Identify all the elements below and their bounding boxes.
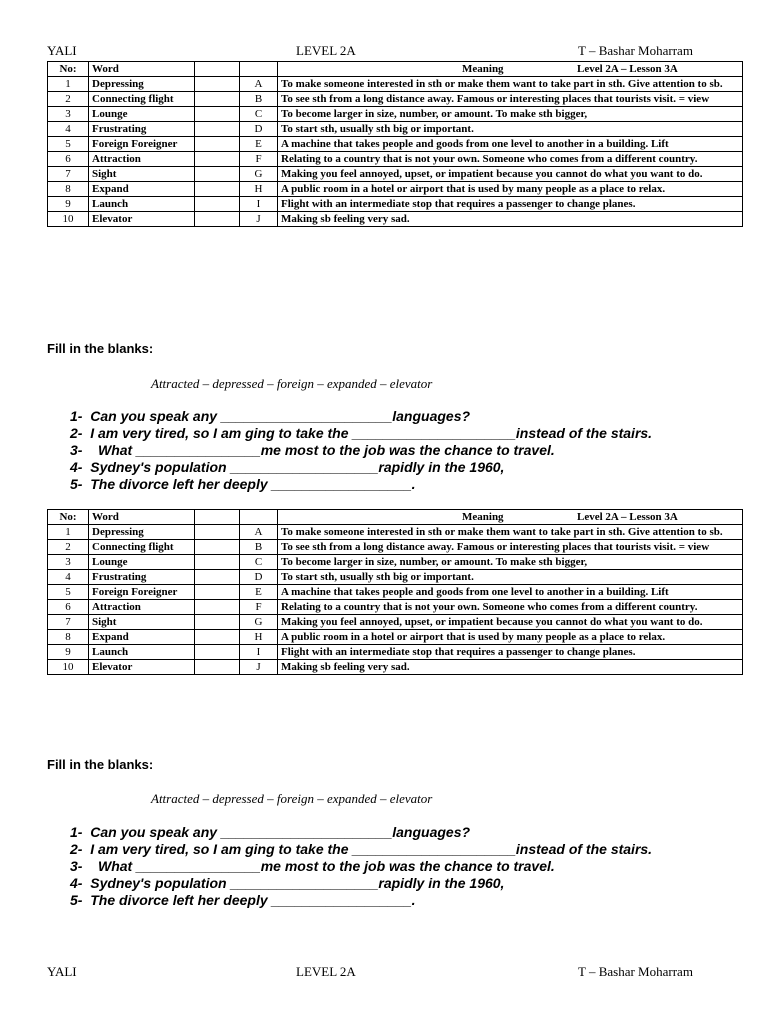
table-row — [48, 182, 743, 197]
row-meaning: Making sb feeling very sad. — [278, 212, 743, 227]
question-item: 1- Can you speak any ______________________languages? — [70, 408, 471, 424]
row-number: 9 — [48, 197, 89, 212]
row-number: 3 — [48, 107, 89, 122]
table-header-row — [48, 510, 743, 525]
footer-teacher: T – Bashar Moharram — [578, 964, 693, 979]
row-number: 10 — [48, 212, 89, 227]
row-letter: H — [240, 630, 278, 645]
row-number: 7 — [48, 615, 89, 630]
row-word: Expand — [89, 630, 195, 645]
meaning-label: Meaning — [462, 63, 504, 75]
page-header — [47, 43, 717, 59]
header-school: YALI — [47, 43, 77, 58]
row-letter: D — [240, 570, 278, 585]
row-letter: C — [240, 555, 278, 570]
fill-blanks-title: Fill in the blanks: — [47, 341, 154, 356]
answer-blank — [195, 212, 240, 227]
answer-blank — [195, 525, 240, 540]
answer-blank — [195, 600, 240, 615]
header-teacher: T – Bashar Moharram — [578, 43, 693, 58]
row-number: 5 — [48, 137, 89, 152]
row-number: 7 — [48, 167, 89, 182]
lesson-label: Level 2A – Lesson 3A — [577, 511, 678, 523]
answer-blank — [195, 570, 240, 585]
row-number: 4 — [48, 570, 89, 585]
column-header-no: No: — [48, 510, 89, 525]
answer-blank — [195, 92, 240, 107]
column-header-meaning — [278, 510, 743, 525]
row-word: Connecting flight — [89, 92, 195, 107]
row-meaning: Relating to a country that is not your own. Someone who comes from a different country. — [278, 152, 743, 167]
row-letter: F — [240, 152, 278, 167]
column-header-letter — [240, 62, 278, 77]
row-number: 3 — [48, 555, 89, 570]
row-number: 6 — [48, 600, 89, 615]
row-meaning: A machine that takes people and goods from one level to another in a building. Lift — [278, 137, 743, 152]
row-letter: D — [240, 122, 278, 137]
table-row — [48, 92, 743, 107]
row-word: Attraction — [89, 152, 195, 167]
row-meaning: To see sth from a long distance away. Famous or interesting places that tourists visit. = view — [278, 92, 743, 107]
row-letter: B — [240, 540, 278, 555]
table-row — [48, 212, 743, 227]
row-word: Foreign Foreigner — [89, 137, 195, 152]
row-letter: G — [240, 167, 278, 182]
column-header-word: Word — [89, 510, 195, 525]
answer-blank — [195, 660, 240, 675]
lesson-label: Level 2A – Lesson 3A — [577, 63, 678, 75]
row-letter: H — [240, 182, 278, 197]
answer-blank — [195, 137, 240, 152]
answer-blank — [195, 167, 240, 182]
question-item: 2- I am very tired, so I am ging to take the _____________________instead of the stairs. — [70, 841, 653, 857]
row-meaning: A machine that takes people and goods from one level to another in a building. Lift — [278, 585, 743, 600]
vocabulary-table-body — [48, 510, 743, 675]
row-word: Sight — [89, 167, 195, 182]
row-meaning: A public room in a hotel or airport that is used by many people as a place to relax. — [278, 182, 743, 197]
meaning-label: Meaning — [462, 511, 504, 523]
table-row — [48, 152, 743, 167]
answer-blank — [195, 645, 240, 660]
row-number: 2 — [48, 92, 89, 107]
row-meaning: To start sth, usually sth big or important. — [278, 122, 743, 137]
row-meaning: Making sb feeling very sad. — [278, 660, 743, 675]
row-word: Foreign Foreigner — [89, 585, 195, 600]
row-letter: I — [240, 197, 278, 212]
answer-blank — [195, 77, 240, 92]
row-word: Sight — [89, 615, 195, 630]
row-word: Launch — [89, 197, 195, 212]
question-item: 3- What ________________me most to the job was the chance to travel. — [70, 858, 555, 874]
table-row — [48, 107, 743, 122]
answer-blank — [195, 182, 240, 197]
table-row — [48, 630, 743, 645]
answer-blank — [195, 555, 240, 570]
row-word: Lounge — [89, 555, 195, 570]
answer-blank — [195, 615, 240, 630]
answer-blank — [195, 540, 240, 555]
answer-blank — [195, 197, 240, 212]
row-letter: C — [240, 107, 278, 122]
row-word: Attraction — [89, 600, 195, 615]
table-row — [48, 77, 743, 92]
row-letter: E — [240, 585, 278, 600]
row-meaning: Making you feel annoyed, upset, or impatient because you cannot do what you want to do. — [278, 615, 743, 630]
row-meaning: To become larger in size, number, or amount. To make sth bigger, — [278, 555, 743, 570]
row-word: Lounge — [89, 107, 195, 122]
question-item: 1- Can you speak any ______________________languages? — [70, 824, 471, 840]
row-meaning: Flight with an intermediate stop that requires a passenger to change planes. — [278, 197, 743, 212]
answer-blank — [195, 152, 240, 167]
row-letter: J — [240, 212, 278, 227]
vocabulary-table — [47, 509, 743, 675]
table-row — [48, 122, 743, 137]
table-row — [48, 167, 743, 182]
row-number: 5 — [48, 585, 89, 600]
header-level: LEVEL 2A — [296, 43, 356, 58]
question-item: 2- I am very tired, so I am ging to take the _____________________instead of the stairs. — [70, 425, 653, 441]
vocabulary-table-body — [48, 62, 743, 227]
row-word: Frustrating — [89, 122, 195, 137]
row-letter: E — [240, 137, 278, 152]
table-row — [48, 585, 743, 600]
footer-level: LEVEL 2A — [296, 964, 356, 979]
row-word: Elevator — [89, 660, 195, 675]
table-row — [48, 615, 743, 630]
question-item: 5- The divorce left her deeply __________________. — [70, 892, 416, 908]
table-row — [48, 570, 743, 585]
row-meaning: To start sth, usually sth big or important. — [278, 570, 743, 585]
row-number: 4 — [48, 122, 89, 137]
row-meaning: To make someone interested in sth or make them want to take part in sth. Give attention to sb. — [278, 525, 743, 540]
column-header-meaning — [278, 62, 743, 77]
question-item: 4- Sydney's population ___________________rapidly in the 1960, — [70, 459, 505, 475]
row-number: 1 — [48, 77, 89, 92]
question-list — [70, 408, 652, 493]
table-row — [48, 197, 743, 212]
row-word: Depressing — [89, 77, 195, 92]
answer-blank — [195, 107, 240, 122]
row-number: 1 — [48, 525, 89, 540]
table-row — [48, 525, 743, 540]
question-item: 4- Sydney's population ___________________rapidly in the 1960, — [70, 875, 505, 891]
table-row — [48, 660, 743, 675]
row-meaning: To see sth from a long distance away. Famous or interesting places that tourists visit. = view — [278, 540, 743, 555]
row-word: Expand — [89, 182, 195, 197]
question-item: 3- What ________________me most to the job was the chance to travel. — [70, 442, 555, 458]
row-letter: A — [240, 525, 278, 540]
word-bank: Attracted – depressed – foreign – expanded – elevator — [151, 376, 433, 391]
row-meaning: A public room in a hotel or airport that is used by many people as a place to relax. — [278, 630, 743, 645]
row-word: Depressing — [89, 525, 195, 540]
answer-blank — [195, 630, 240, 645]
row-letter: F — [240, 600, 278, 615]
row-letter: J — [240, 660, 278, 675]
row-number: 2 — [48, 540, 89, 555]
row-number: 10 — [48, 660, 89, 675]
vocabulary-table — [47, 61, 743, 227]
row-meaning: Relating to a country that is not your own. Someone who comes from a different country. — [278, 600, 743, 615]
row-letter: G — [240, 615, 278, 630]
question-item: 5- The divorce left her deeply __________________. — [70, 476, 416, 492]
fill-blanks-title: Fill in the blanks: — [47, 757, 154, 772]
row-meaning: Flight with an intermediate stop that requires a passenger to change planes. — [278, 645, 743, 660]
row-number: 9 — [48, 645, 89, 660]
question-list — [70, 824, 652, 909]
row-word: Connecting flight — [89, 540, 195, 555]
row-letter: A — [240, 77, 278, 92]
answer-blank — [195, 585, 240, 600]
table-row — [48, 555, 743, 570]
row-word: Frustrating — [89, 570, 195, 585]
row-number: 8 — [48, 182, 89, 197]
table-row — [48, 645, 743, 660]
table-row — [48, 540, 743, 555]
page-footer — [47, 964, 717, 980]
footer-school: YALI — [47, 964, 77, 979]
row-number: 6 — [48, 152, 89, 167]
table-row — [48, 600, 743, 615]
row-meaning: Making you feel annoyed, upset, or impatient because you cannot do what you want to do. — [278, 167, 743, 182]
row-number: 8 — [48, 630, 89, 645]
row-meaning: To make someone interested in sth or make them want to take part in sth. Give attention to sb. — [278, 77, 743, 92]
column-header-blank — [195, 62, 240, 77]
word-bank: Attracted – depressed – foreign – expanded – elevator — [151, 791, 433, 806]
row-word: Elevator — [89, 212, 195, 227]
answer-blank — [195, 122, 240, 137]
column-header-no: No: — [48, 62, 89, 77]
column-header-word: Word — [89, 62, 195, 77]
table-row — [48, 137, 743, 152]
table-header-row — [48, 62, 743, 77]
row-word: Launch — [89, 645, 195, 660]
row-letter: I — [240, 645, 278, 660]
column-header-blank — [195, 510, 240, 525]
row-letter: B — [240, 92, 278, 107]
row-meaning: To become larger in size, number, or amount. To make sth bigger, — [278, 107, 743, 122]
column-header-letter — [240, 510, 278, 525]
